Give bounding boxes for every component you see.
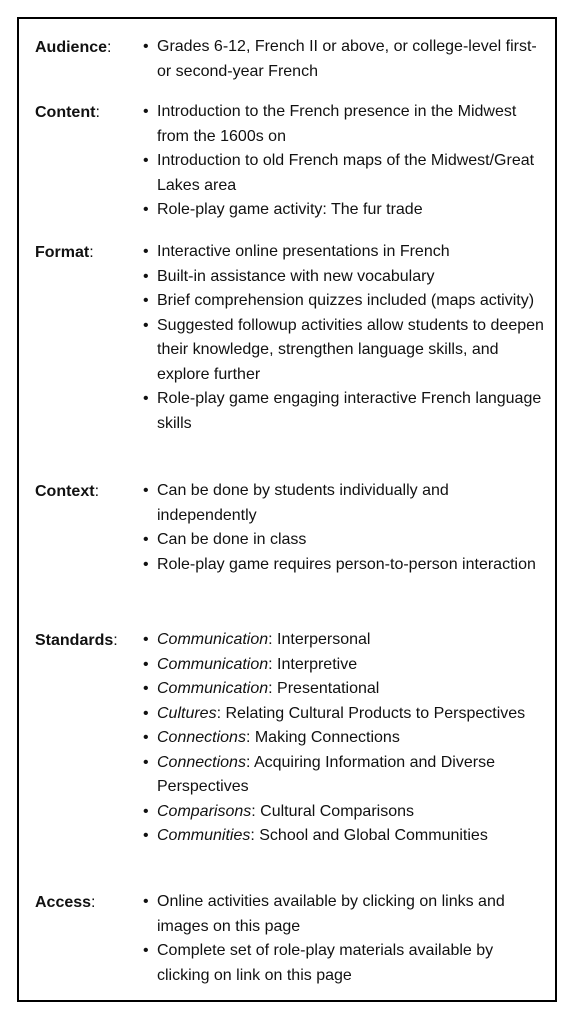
bullet-icon: • bbox=[143, 292, 149, 309]
list-item: • Online activities available by clicking on links and images on this page bbox=[139, 890, 549, 939]
section-label: Standards: bbox=[35, 632, 118, 649]
list-item: • Can be done in class bbox=[139, 528, 549, 553]
bullet-icon: • bbox=[143, 243, 149, 260]
list-item: • Interactive online presentations in French bbox=[139, 240, 549, 265]
list-item: • Introduction to old French maps of the Midwest/Great Lakes area bbox=[139, 149, 549, 198]
list-item: • Communication: Presentational bbox=[139, 677, 549, 702]
list-item: • Introduction to the French presence in the Midwest from the 1600s on bbox=[139, 100, 549, 149]
item-list bbox=[139, 890, 549, 988]
bullet-icon: • bbox=[143, 753, 149, 771]
list-item: • Role-play game engaging interactive French language skills bbox=[139, 387, 549, 436]
bullet-icon: • bbox=[143, 704, 149, 722]
list-item: • Connections: Making Connections bbox=[139, 726, 549, 751]
list-item: • Communication: Interpersonal bbox=[139, 628, 549, 653]
section-label: Content: bbox=[35, 104, 100, 121]
bullet-icon: • bbox=[143, 680, 149, 697]
bullet-icon: • bbox=[143, 555, 149, 573]
item-list bbox=[139, 100, 549, 223]
bullet-icon: • bbox=[143, 201, 149, 218]
list-item: • Communication: Interpretive bbox=[139, 653, 549, 678]
list-item: • Comparisons: Cultural Comparisons bbox=[139, 800, 549, 825]
list-item: • Connections: Acquiring Information and Diverse Perspectives bbox=[139, 751, 549, 800]
bullet-icon: • bbox=[143, 942, 149, 959]
bullet-icon: • bbox=[143, 802, 149, 820]
item-list bbox=[139, 628, 549, 849]
bullet-icon: • bbox=[143, 729, 149, 746]
list-item: • Can be done by students individually and independently bbox=[139, 479, 549, 528]
bullet-icon: • bbox=[143, 103, 149, 120]
bullet-icon: • bbox=[143, 631, 149, 648]
list-item: • Brief comprehension quizzes included (maps activity) bbox=[139, 289, 549, 314]
bullet-icon: • bbox=[143, 482, 149, 499]
list-item: • Role-play game requires person-to-person interaction bbox=[139, 553, 549, 578]
list-item: • Complete set of role-play materials available by clicking on link on this page bbox=[139, 939, 549, 988]
item-list bbox=[139, 35, 549, 84]
section-label: Audience: bbox=[35, 39, 112, 56]
section-label: Access: bbox=[35, 894, 96, 911]
bullet-icon: • bbox=[143, 827, 149, 844]
list-item: • Built-in assistance with new vocabulary bbox=[139, 265, 549, 290]
bullet-icon: • bbox=[143, 893, 149, 910]
item-list bbox=[139, 240, 549, 436]
list-item: • Suggested followup activities allow students to deepen their knowledge, strengthen language skills, and explore further bbox=[139, 314, 549, 388]
item-list bbox=[139, 479, 549, 577]
bullet-icon: • bbox=[143, 316, 149, 334]
list-item: • Cultures: Relating Cultural Products to Perspectives bbox=[139, 702, 549, 727]
list-item: • Role-play game activity: The fur trade bbox=[139, 198, 549, 223]
info-table bbox=[17, 17, 557, 1002]
list-item: • Communities: School and Global Communities bbox=[139, 824, 549, 849]
bullet-icon: • bbox=[143, 390, 149, 407]
section-label: Format: bbox=[35, 244, 94, 261]
section-label: Context: bbox=[35, 483, 100, 500]
bullet-icon: • bbox=[143, 38, 149, 55]
list-item: • Grades 6-12, French II or above, or college-level first- or second-year French bbox=[139, 35, 549, 84]
bullet-icon: • bbox=[143, 152, 149, 169]
bullet-icon: • bbox=[143, 267, 149, 285]
bullet-icon: • bbox=[143, 531, 149, 548]
bullet-icon: • bbox=[143, 655, 149, 673]
